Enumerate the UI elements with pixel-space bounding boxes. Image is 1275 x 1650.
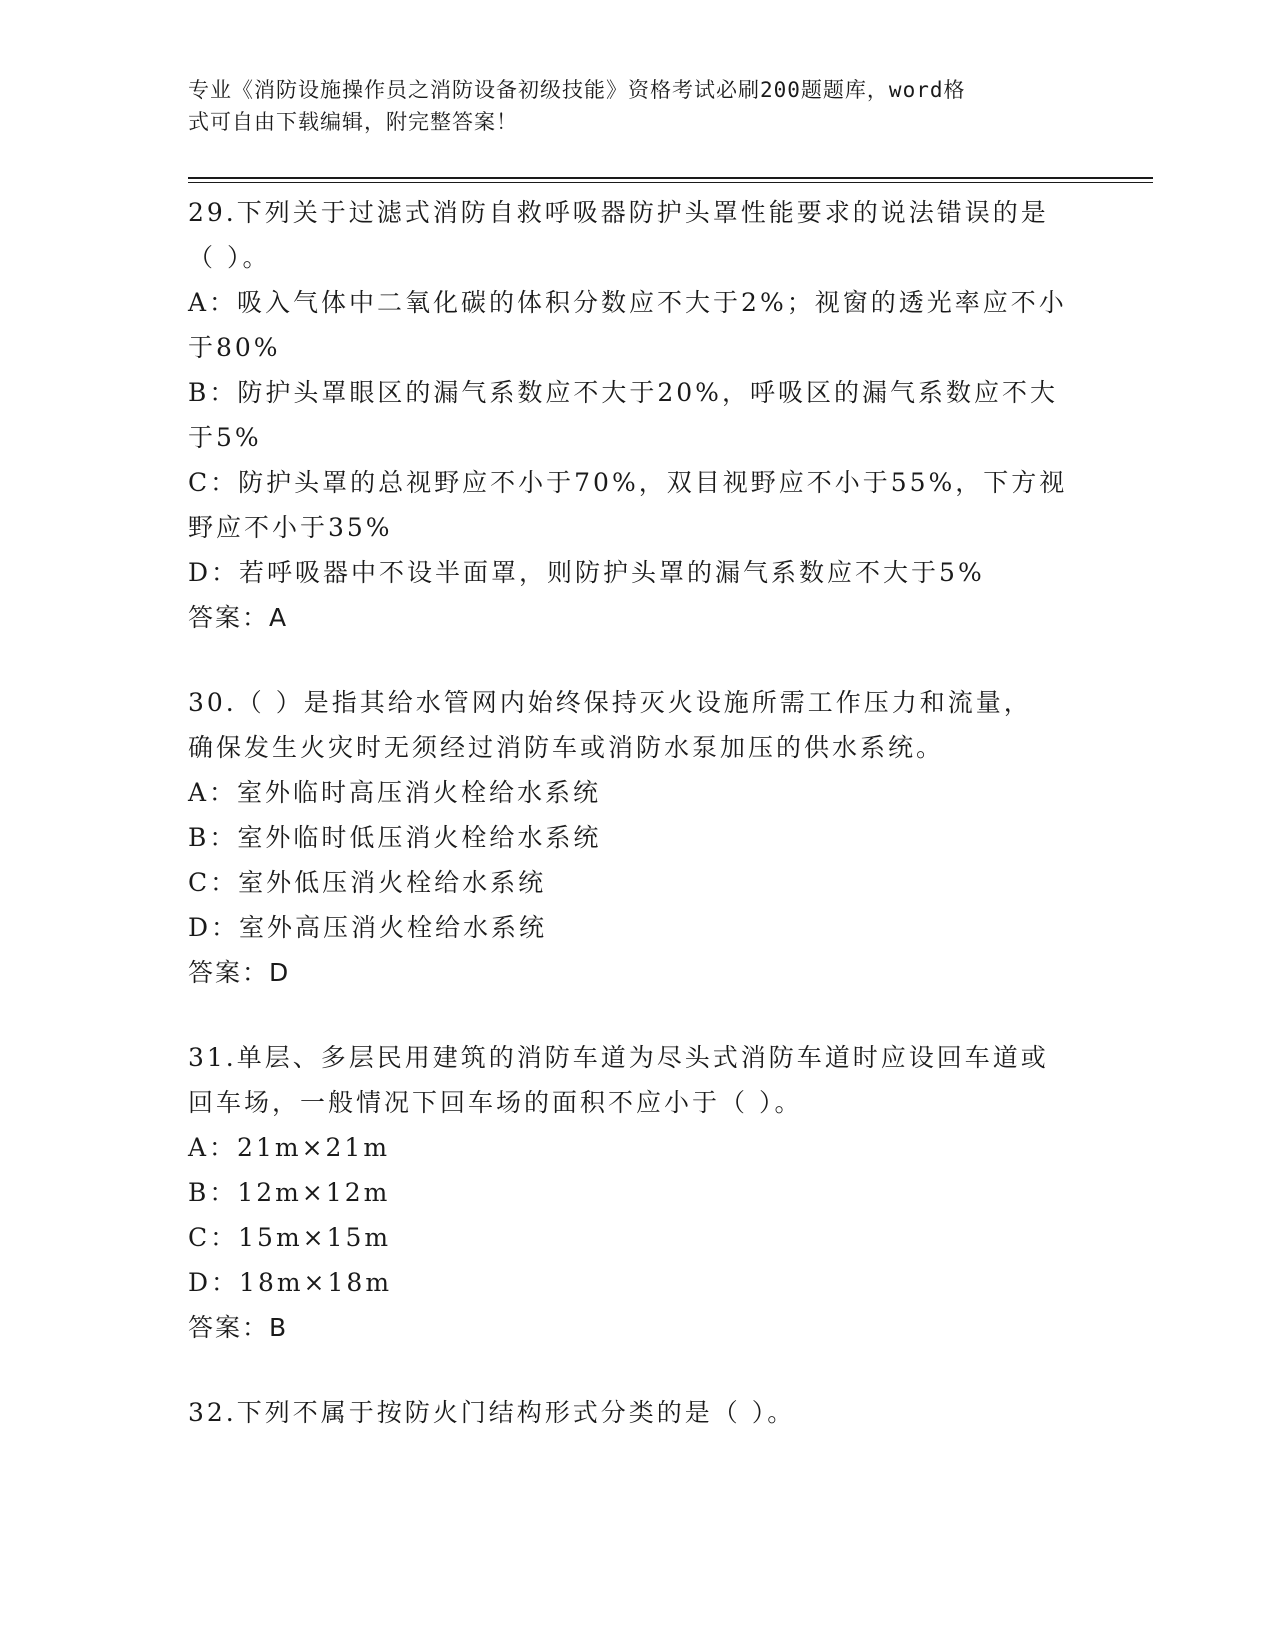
answer: 答案：D (188, 958, 291, 987)
answer: 答案：A (188, 603, 289, 632)
header-line-1: 专业《消防设施操作员之消防设备初级技能》资格考试必刷200题题库，word格 (188, 78, 966, 102)
option-a: A：吸入气体中二氧化碳的体积分数应不大于2%；视窗的透光率应不小 (188, 288, 1067, 317)
question-stem: 确保发生火灾时无须经过消防车或消防水泵加压的供水系统。 (188, 733, 945, 762)
option-b: B：室外临时低压消火栓给水系统 (188, 823, 602, 852)
option-a: A：室外临时高压消火栓给水系统 (188, 778, 602, 807)
question-30 (188, 680, 1088, 995)
option-c-cont: 野应不小于35% (188, 513, 393, 542)
question-stem: 32.下列不属于按防火门结构形式分类的是（ ）。 (188, 1398, 796, 1427)
question-list (188, 190, 1088, 1475)
option-d: D：室外高压消火栓给水系统 (188, 913, 548, 942)
answer: 答案：B (188, 1313, 289, 1342)
option-b: B：12m×12m (188, 1178, 391, 1207)
question-29 (188, 190, 1088, 640)
question-stem: 回车场，一般情况下回车场的面积不应小于（ ）。 (188, 1088, 803, 1117)
question-stem: 31.单层、多层民用建筑的消防车道为尽头式消防车道时应设回车道或 (188, 1043, 1049, 1072)
option-a-cont: 于80% (188, 333, 281, 362)
option-c: C：防护头罩的总视野应不小于70%，双目视野应不小于55%，下方视 (188, 468, 1068, 497)
header-rule (188, 177, 1153, 179)
option-d: D：18m×18m (188, 1268, 393, 1297)
question-32 (188, 1390, 1088, 1435)
option-d: D：若呼吸器中不设半面罩，则防护头罩的漏气系数应不大于5% (188, 558, 985, 587)
document-header (188, 74, 1068, 138)
question-stem: 30.（ ）是指其给水管网内始终保持灭火设施所需工作压力和流量， (188, 688, 1032, 717)
header-line-2: 式可自由下载编辑，附完整答案！ (188, 110, 518, 134)
option-a: A：21m×21m (188, 1133, 391, 1162)
question-31 (188, 1035, 1088, 1350)
option-c: C：15m×15m (188, 1223, 392, 1252)
option-b-cont: 于5% (188, 423, 262, 452)
option-b: B：防护头罩眼区的漏气系数应不大于20%，呼吸区的漏气系数应不大 (188, 378, 1058, 407)
option-c: C：室外低压消火栓给水系统 (188, 868, 547, 897)
question-stem: （ ）。 (188, 243, 271, 272)
header-rule-thin (188, 182, 1153, 183)
question-stem: 29.下列关于过滤式消防自救呼吸器防护头罩性能要求的说法错误的是 (188, 198, 1049, 227)
